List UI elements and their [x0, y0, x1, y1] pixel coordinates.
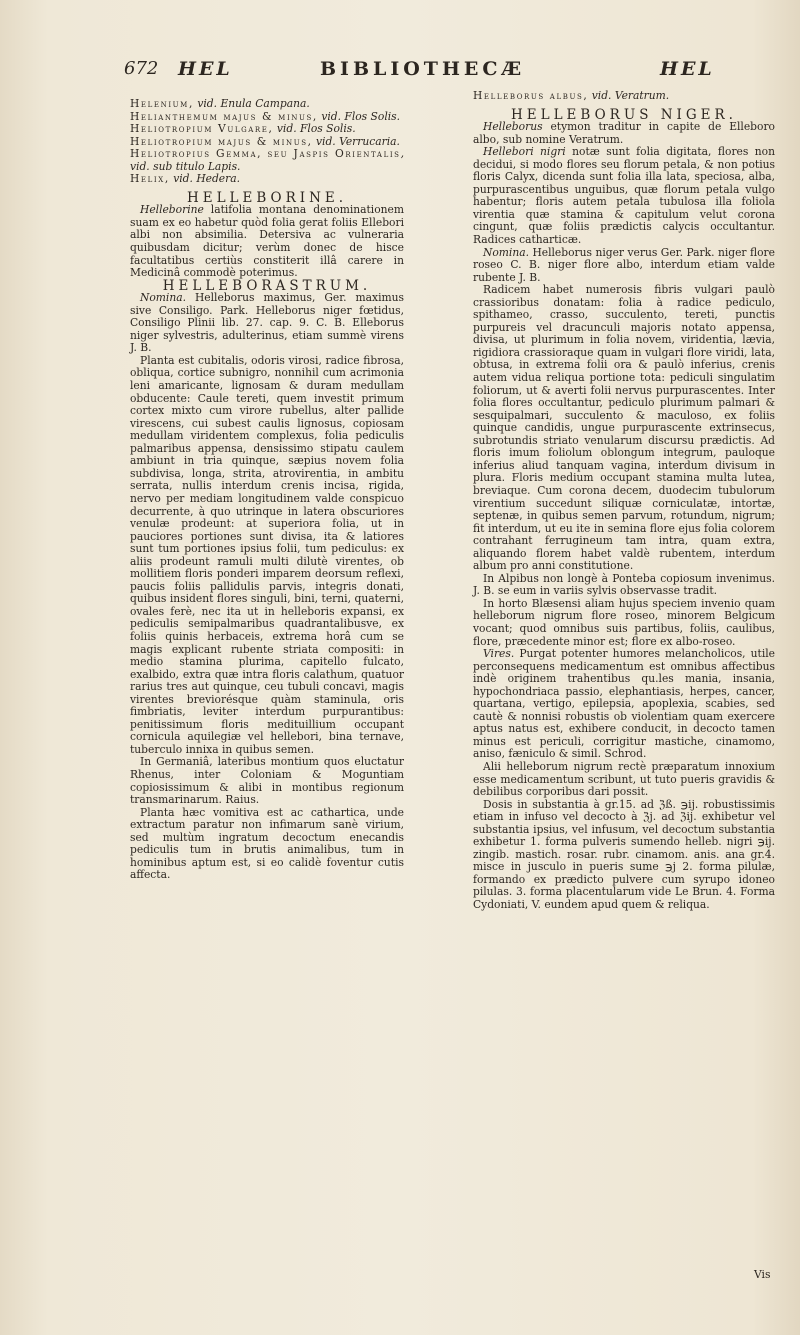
running-header	[0, 58, 800, 88]
paragraph-text: Helleborus maximus, Ger. maximus sive Consiligo. Park. Helleborus niger fœtidus, Consiligo Plinii lib. 27. cap. 9. C. B. Elleborus niger sylvestris, adulterinus, etiam summè virens J. B.	[130, 291, 404, 355]
paragraph-planta: Planta est cubitalis, odoris virosi, radice fibrosa, obliqua, cortice subnigro, nonnihil cum acrimonia leni amaricante, lignosam & duram medullam obducente: Caule tereti, quem investit primum cortex mixto cum virore rubellus, alter pallide virescens, cui subest caulis lignosus, copiosam medullam viridentem complexus, folia pediculis palmaribus appensa, densissimo stipatu caulem ambiunt in tria quinque, sæpius novem folia subdivisa, longa, strita, atrovirentia, in ambitu serrata, nullis interdum crenis incisa, rigida, nervo per mediam longitudinem valde conspicuo decurrente, à quo utrinque in latera obscuriores venulæ prodeunt: at superiora folia, ut in pauciores portiones sunt divisa, ita & latiores sunt tum portiones ipsius folii, tum pediculus: ex aliis prodeunt ramuli multi dilutè virentes, ob mollitiem floris ponderi imparem deorsum reflexi, paucis foliis pallidulis parvis, integris donati, quibus insident flores singuli, bini, terni, quaterni, ovales ferè, nec ita ut in helleboris expansi, ex pediculis semipalmaribus quadrantalibusve, ex foliis quinis herbaceis, extrema horâ cum se magis explicant rubente striata compositi: in medio stamina plurima, capitello fulcato, exalbido, extra quæ intra floris calathum, quatuor rarius tres aut quinque, ceu tubuli concavi, magis virentes breviorésque quàm staminula, oris fimbriatis, leviter interdum purpurantibus: penitissimum floris medituillium occupant cornicula aquilegiæ vel hellebori, bina ternave, tuberculo innixa in quibus semen.	[130, 353, 404, 756]
paragraph-text: Purgat potenter humores melancholicos, utile perconsequens medicamentum est omnibus affectibus indè originem trahentibus qu.les mania, insania, hypochondriaca passio, elephantiasis, herpes, cancer, quartana, vertigo, epilepsia, apoplexia, scabies, sed cautè & nonnisi robustis ob violentiam quam exercere aptus natus est, exhibere conducit, in decocto tamen minus est periculi, corrigitur mastiche, cinamomo, aniso, fæniculo & simil. Schrod.	[473, 647, 775, 761]
entry-ref: vid. Enula Campana.	[193, 97, 310, 110]
entry-ref: vid. Hedera.	[169, 172, 241, 186]
entry-heliotropius-gemma	[130, 148, 404, 173]
paragraph-dosis: Dosis in substantia à gr.15. ad ℨß. ℈ij. robustissimis etiam in infuso vel decocto à ℨj. ad ℨij. exhibetur vel substantia ipsius, vel infusum, vel decoctum substantia exhibetur 1. forma pulveris sumendo helleb. nigri ℈ij. zingib. mastich. rosar. rubr. cinamom. anis. ana gr.4. misce in jusculo in pueris sume ℈j 2. forma pilulæ, formando ex prædicto pulvere cum syrupo idoneo pilulas. 3. forma placentularum vide Le Brun. 4. Forma Cydoniati, V. eundem apud quem & reliqua.	[473, 797, 775, 911]
paragraph-lead: Helleborus	[483, 120, 543, 134]
paragraph-lead: Nomina.	[140, 291, 186, 305]
entry-head: Helleborus albus,	[473, 89, 589, 102]
entry-helleborus-albus	[473, 90, 775, 103]
paragraph-alii: Alii helleborum nigrum rectè præparatum innoxium esse medicamentum scribunt, ut tuto pueris gravidis & debilibus corporibus dari possit.	[473, 759, 775, 799]
paragraph-horto: In horto Blæsensi aliam hujus speciem invenio quam helleborum nigrum flore roseo, minorem Belgicum vocant; quod omnibus suis partibus, foliis, caulibus, flore, præcedente minor est; flore ex albo-roseo.	[473, 596, 775, 648]
paragraph-lead: Nomina.	[483, 245, 529, 259]
section-heading-helleborine: HELLEBORINE.	[186, 189, 348, 206]
entry-head: Heliotropius Gemma, seu Jaspis Orientalis	[130, 147, 401, 161]
paragraph-text: latifolia montana denominationem suam ex eo habetur quòd folia gerat foliis Ellebori albi non absimilia. Detersiva ac vulneraria quibusdam dicitur; verùm donec de hisce facultatibus certiùs constiterit illâ carere in Medicinâ commodè poterimus.	[130, 203, 404, 280]
paragraph-radicem: Radicem habet numerosis fibris vulgari paulò crassioribus donatam: folia à radice pediculo, spithameo, crasso, succulento, tereti, punctis purpureis vel dracunculi majoris notato appensa, divisa, ut plurimum in folia novem, viridentia, lævia, rigidiora crassioraque quam in vulgari flore viridi, lata, obtusa, in extrema folii ora & paulò inferius, crenis autem vidua reliqua portione tota: pediculi singulatim foliorum, ut & averti folii nervus purpurascentes. Inter folia flores occultantur, pediculo plurimum palmari & sesquipalmari, succulento & maculoso, ex foliis quinque candidis, ungue purpurascente extrinsecus, subrotundis striato venularum discursu prædictis. Ad floris imum foliolum oblongum integrum, pauloque inferius aliud tanquam vagina, interdum divisum in plura. Floris medium occupant stamina multa lutea, breviaque. Cum corona decem, duodecim tubulorum virentium succedunt siliquæ corniculatæ, intortæ, septenæ, in quibus semen parvum, rotundum, nigrum; fit interdum, ut eu ite in semina flore ejus folia colorem contrahant ferrugineum tam intra, quam extra, aliquando florem habet valdè rubentem, interdum album pro anni constitutione.	[473, 283, 775, 573]
right-column	[473, 90, 775, 912]
section-heading-helleborastrum: HELLEBORASTRUM.	[162, 277, 372, 294]
paragraph-etymon	[473, 121, 775, 146]
paragraph-vomitiva: Planta hæc vomitiva est ac cathartica, unde extractum paratur non infimarum sanè virium, sed multùm ingratum decoctum enecandis pediculis tum in brutis animalibus, tum in hominibus aptum est, si eo calidè foventur cutis affecta.	[130, 805, 404, 882]
page-number: 672	[124, 58, 159, 79]
entry-ref: vid. Flos Solis.	[273, 122, 356, 136]
paragraph-lead: Vires.	[483, 647, 515, 661]
entry-ref: vid. Veratrum.	[588, 89, 670, 102]
paragraph-germania: In Germaniâ, lateribus montium quos eluctatur Rhenus, inter Coloniam & Moguntiam copiosissimum & alibi in montibus regionum transmarinarum. Raius.	[130, 755, 404, 807]
paragraph-text: notæ sunt folia digitata, flores non decidui, si modo flores seu florum petala, & non potius floris Calyx, dicenda sunt folia illa lata, speciosa, alba, purpurascentibus unguibus, quæ florum petala vulgo habentur; floris autem petala tubulosa illa foliola virentia quæ stamina & capitulum velut corona cingunt, quæ foliis prædictis calycis occultantur. Radices catharticæ.	[473, 145, 775, 247]
entry-head: Helianthemum majus & minus,	[130, 109, 318, 123]
paragraph-notae	[473, 146, 775, 246]
entry-ref: vid. Flos Solis.	[317, 109, 401, 123]
paragraph-vires	[473, 648, 775, 761]
entry-helix	[130, 173, 404, 186]
paragraph-nomina	[130, 292, 404, 355]
section-heading-helleborus-niger: HELLEBORUS NIGER.	[511, 106, 737, 123]
page-title: BIBLIOTHECÆ	[320, 58, 526, 80]
entry-head: Helix,	[130, 172, 170, 186]
paragraph-nomina-niger	[473, 247, 775, 285]
paragraph-text: etymon traditur in capite de Elleboro albo, sub nomine Veratrum.	[473, 120, 775, 146]
entry-ref: vid. Verrucaria.	[312, 134, 400, 148]
entry-ref: , vid. sub titulo Lapis.	[130, 147, 404, 173]
catchword: Vis	[754, 1268, 771, 1281]
paragraph-text: Helleborus niger verus Ger. Park. niger flore roseo C. B. niger flore albo, interdum etiam valde rubente J. B.	[473, 245, 775, 284]
header-right-word: HEL	[660, 58, 715, 80]
entry-head: Helenium,	[130, 97, 194, 110]
left-column	[130, 98, 404, 882]
paragraph-lead: Helleborine	[140, 203, 204, 217]
paragraph-lead: Hellebori nigri	[483, 145, 566, 159]
entry-head: Heliotropium majus & minus,	[130, 134, 313, 148]
entry-head: Heliotropium Vulgare,	[130, 122, 274, 136]
header-left-word: HEL	[178, 58, 233, 80]
paragraph-alpibus: In Alpibus non longè à Ponteba copiosum invenimus. J. B. se eum in variis sylvis observasse tradit.	[473, 571, 775, 598]
paragraph-helleborine	[130, 204, 404, 279]
